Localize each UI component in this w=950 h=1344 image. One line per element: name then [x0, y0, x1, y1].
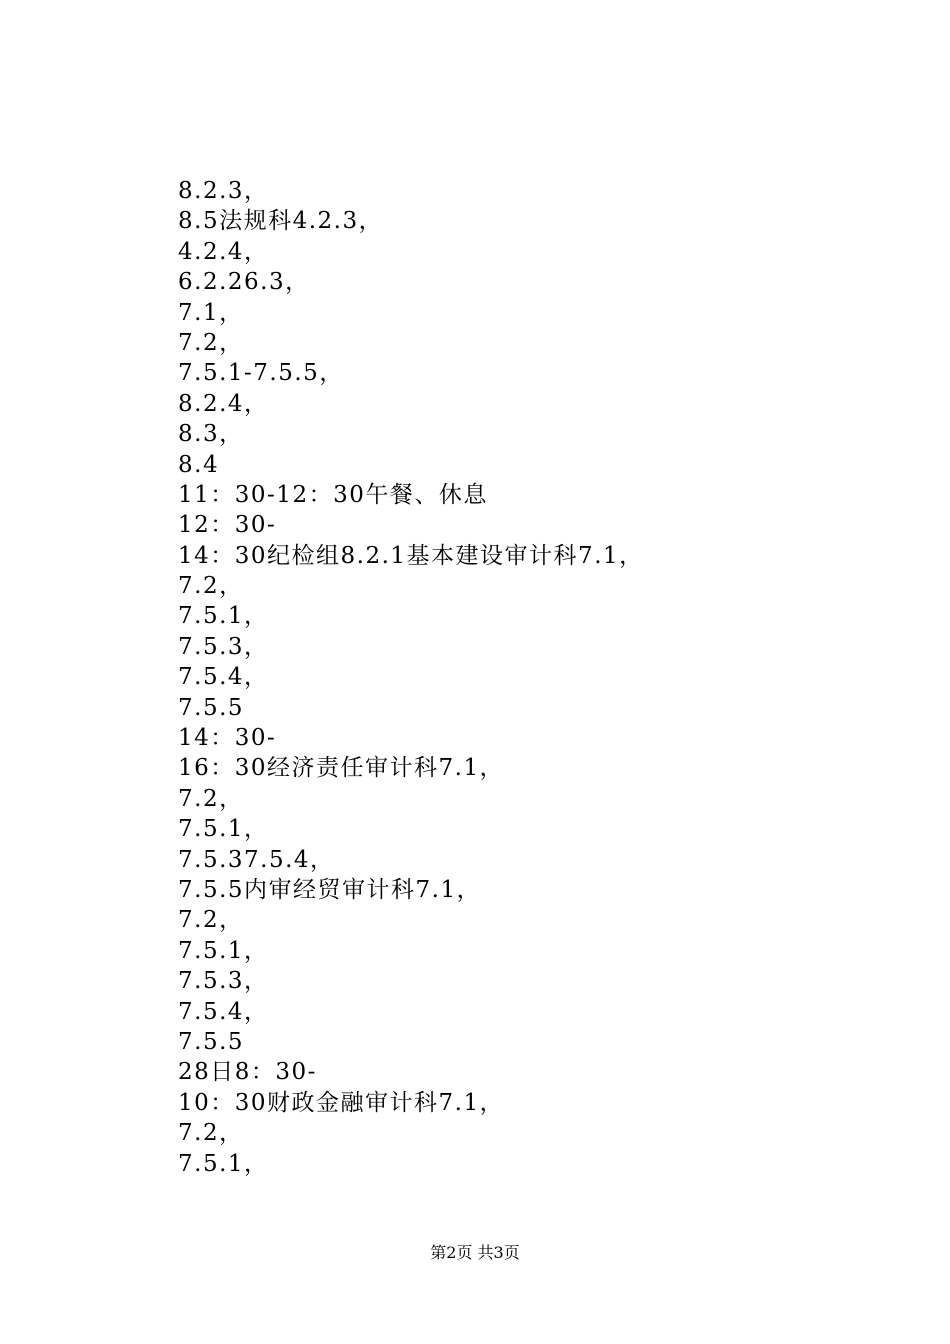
document-body: [178, 176, 878, 1179]
text-line: 6.2.26.3，: [178, 269, 310, 296]
text-line: 7.5.1，: [178, 816, 269, 843]
text-line: 7.5.5: [178, 1028, 245, 1055]
text-line: 7.5.1，: [178, 937, 269, 964]
text-line: 7.5.3，: [178, 633, 269, 660]
text-line: 7.5.1，: [178, 1150, 269, 1177]
text-line: 16：30经济责任审计科7.1，: [178, 755, 505, 782]
text-line: 7.5.1-7.5.5，: [178, 360, 344, 387]
page-footer: [0, 1241, 950, 1265]
text-line: 7.5.5内审经贸审计科7.1，: [178, 876, 482, 903]
text-line: 8.5法规科4.2.3，: [178, 208, 384, 235]
text-line: 7.5.4，: [178, 664, 269, 691]
text-line: 7.5.3，: [178, 968, 269, 995]
text-line: 7.2，: [178, 573, 244, 600]
text-line: 7.5.5: [178, 694, 245, 721]
text-line: 8.2.3，: [178, 178, 269, 204]
text-line: 14：30-: [178, 725, 277, 752]
text-line: 7.1，: [178, 299, 244, 326]
text-line: 4.2.4，: [178, 238, 269, 265]
text-line: 11：30-12：30午餐、休息: [178, 481, 488, 508]
text-line: 12：30-: [178, 512, 277, 539]
text-line: 8.2.4，: [178, 390, 269, 417]
text-line: 14：30纪检组8.2.1基本建设审计科7.1，: [178, 542, 644, 569]
text-line: 10：30财政金融审计科7.1，: [178, 1089, 505, 1116]
text-line: 7.5.4，: [178, 998, 269, 1025]
text-line: 28日8：30-: [178, 1059, 317, 1086]
page-number-indicator: 第2页 共3页: [430, 1243, 520, 1262]
text-line: 7.5.37.5.4，: [178, 846, 335, 873]
text-line: 7.5.1，: [178, 603, 269, 630]
text-line: 8.3，: [178, 421, 244, 448]
text-line: 7.2，: [178, 1120, 244, 1147]
text-line: 8.4: [178, 451, 220, 478]
text-line: 7.2，: [178, 785, 244, 812]
text-line: 7.2，: [178, 329, 244, 356]
text-line: 7.2，: [178, 907, 244, 934]
